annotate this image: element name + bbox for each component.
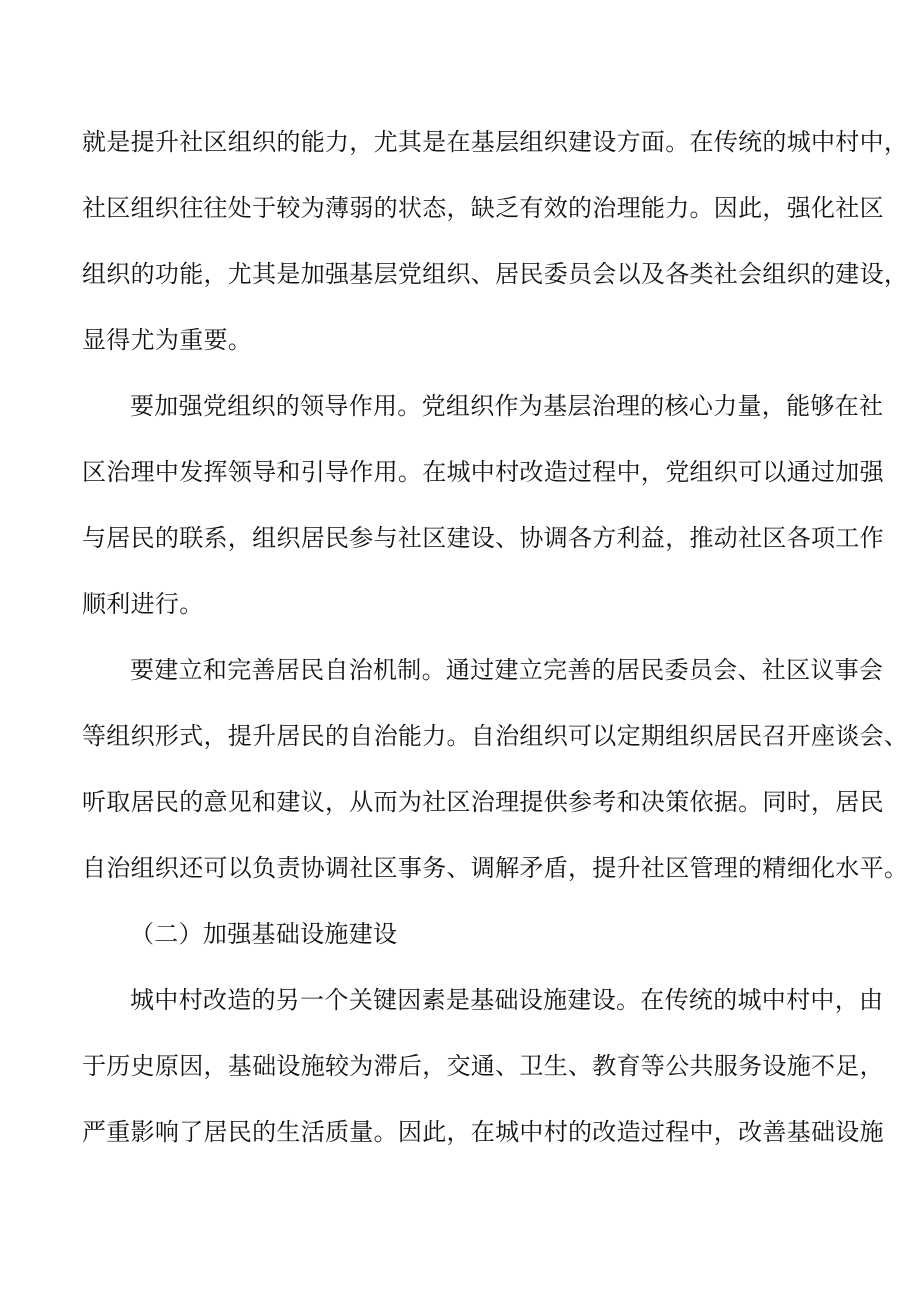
paragraph-1-line-4: 显得尤为重要。 [82,326,253,354]
paragraph-3-line-2: 等组织形式，提升居民的自治能力。自治组织可以定期组织居民召开座谈会、 [82,722,909,750]
paragraph-4-line-2: 于历史原因，基础设施较为滞后，交通、卫生、教育等公共服务设施不足， [82,1052,884,1080]
paragraph-2-line-1: 要加强党组织的领导作用。党组织作为基层治理的核心力量，能够在社 [130,392,884,420]
paragraph-2-line-2: 区治理中发挥领导和引导作用。在城中村改造过程中，党组织可以通过加强 [82,458,884,486]
paragraph-1-line-1: 就是提升社区组织的能力，尤其是在基层组织建设方面。在传统的城中村中， [82,128,909,156]
paragraph-3-line-4: 自治组织还可以负责协调社区事务、调解矛盾，提升社区管理的精细化水平。 [82,854,909,882]
paragraph-3-line-3: 听取居民的意见和建议，从而为社区治理提供参考和决策依据。同时，居民 [82,788,884,816]
paragraph-1-line-3: 组织的功能，尤其是加强基层党组织、居民委员会以及各类社会组织的建设， [82,260,909,288]
paragraph-4-line-1: 城中村改造的另一个关键因素是基础设施建设。在传统的城中村中，由 [130,986,884,1014]
paragraph-4-line-3: 严重影响了居民的生活质量。因此，在城中村的改造过程中，改善基础设施 [82,1118,884,1146]
paragraph-2-line-3: 与居民的联系，组织居民参与社区建设、协调各方利益，推动社区各项工作 [82,524,884,552]
section-heading: （二）加强基础设施建设 [130,920,398,948]
paragraph-2-line-4: 顺利进行。 [82,590,204,618]
paragraph-1-line-2: 社区组织往往处于较为薄弱的状态，缺乏有效的治理能力。因此，强化社区 [82,194,884,222]
paragraph-3-line-1: 要建立和完善居民自治机制。通过建立完善的居民委员会、社区议事会 [130,656,884,684]
